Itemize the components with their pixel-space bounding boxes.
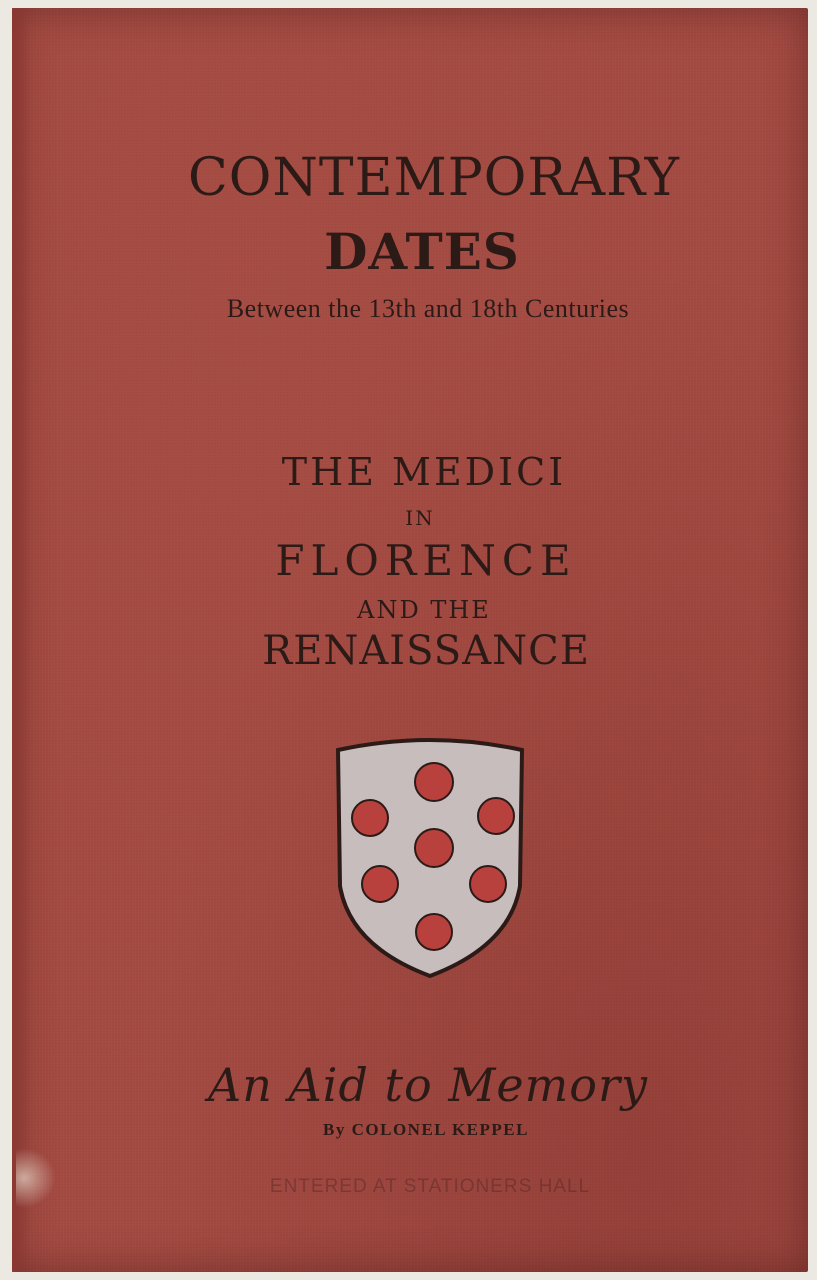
- renaissance-line: RENAISSANCE: [262, 628, 590, 674]
- in-line: IN: [405, 506, 435, 530]
- medici-line: THE MEDICI: [281, 450, 567, 494]
- palla-ball: [415, 829, 453, 867]
- tagline: An Aid to Memory: [208, 1058, 648, 1112]
- florence-line: FLORENCE: [275, 536, 577, 585]
- palla-ball: [362, 866, 398, 902]
- palla-ball: [415, 763, 453, 801]
- palla-ball: [470, 866, 506, 902]
- author-line: By COLONEL KEPPEL: [323, 1120, 529, 1139]
- faint-stamp: ENTERED AT STATIONERS HALL: [269, 1176, 591, 1197]
- palla-ball: [352, 800, 388, 836]
- palla-ball: [416, 914, 452, 950]
- subtitle: Between the 13th and 18th Centuries: [226, 294, 630, 323]
- palla-ball: [478, 798, 514, 834]
- medici-coat-of-arms-icon: [330, 736, 530, 980]
- title-line-1: CONTEMPORARY: [187, 148, 680, 208]
- and-the-line: AND THE: [357, 596, 491, 624]
- title-line-2: DATES: [324, 222, 520, 281]
- book-cover: [12, 8, 808, 1272]
